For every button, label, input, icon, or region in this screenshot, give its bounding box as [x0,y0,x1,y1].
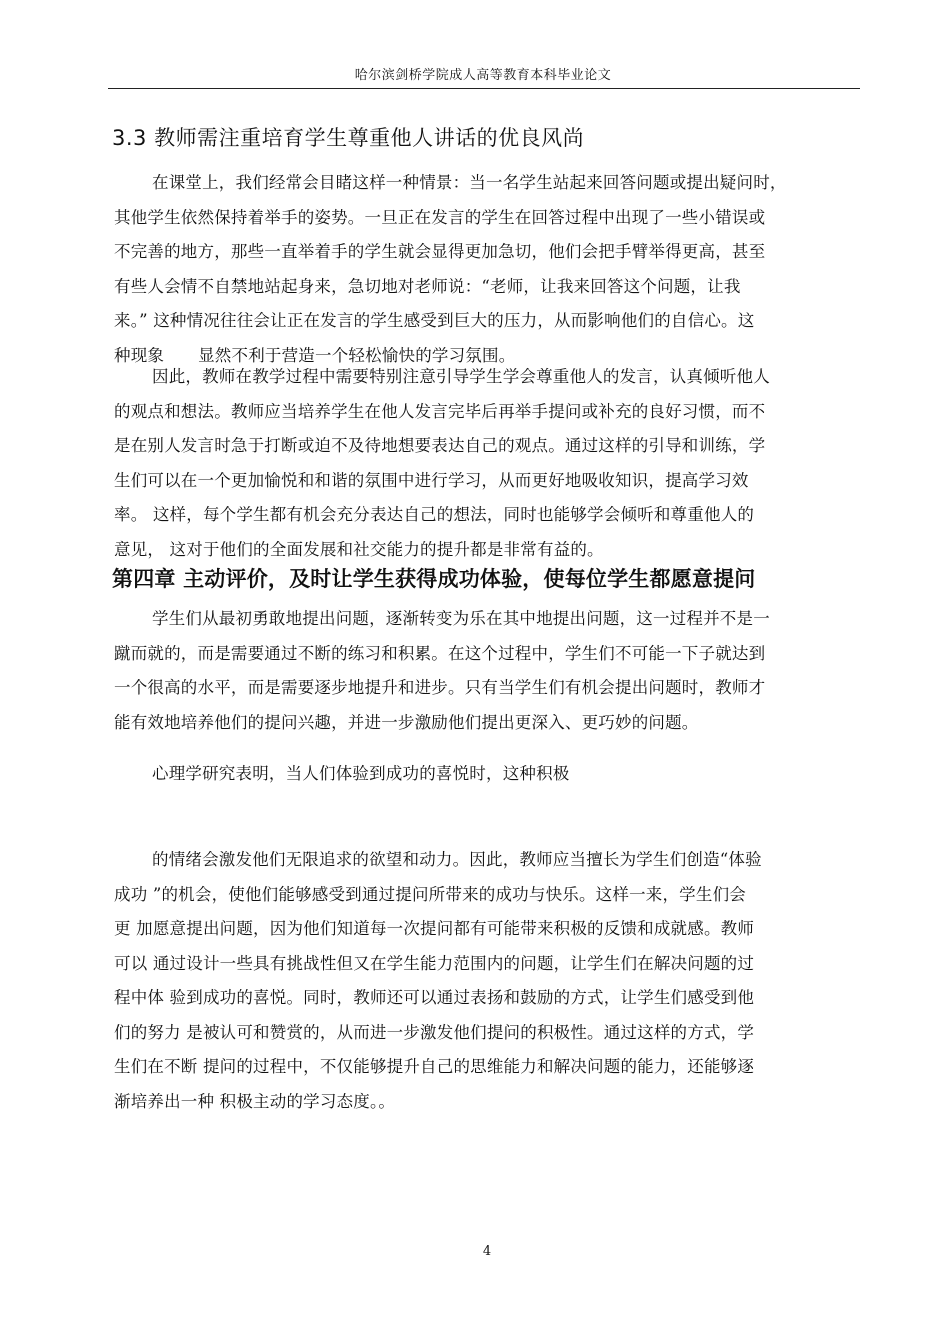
text-line: 因此，教师在教学过程中需要特别注意引导学生学会尊重他人的发言，认真倾听他人 [152,367,770,386]
paragraph-4-3 [114,843,870,1119]
text-line: 成功 ”的机会，使他们能够感受到通过提问所带来的成功与快乐。这样一来，学生们会 [114,884,746,904]
text-line: 在课堂上，我们经常会目睹这样一种情景：当一名学生站起来回答问题或提出疑问时， [152,173,787,192]
text-line: 的观点和想法。教师应当培养学生在他人发言完毕后再举手提问或补充的良好习惯，而不 [114,401,766,421]
text-line: 能有效地培养他们的提问兴趣，并进一步激励他们提出更深入、更巧妙的问题。 [114,712,699,732]
paragraph-3-3-1 [114,166,870,373]
text-line: 生们可以在一个更加愉悦和和谐的氛围中进行学习，从而更好地吸收知识，提高学习效 [114,470,749,490]
text-line: 可以 通过设计一些具有挑战性但又在学生能力范围内的问题，让学生们在解决问题的过 [114,953,755,973]
paragraph-4-1 [114,602,870,740]
text-line: 一个很高的水平，而是需要逐步地提升和进步。只有当学生们有机会提出问题时，教师才 [114,678,766,697]
text-line: 们的努力 是被认可和赞赏的，从而进一步激发他们提问的积极性。通过这样的方式，学 [114,1022,755,1042]
text-line: 不完善的地方，那些一直举着手的学生就会显得更加急切，他们会把手臂举得更高，甚至 [114,242,766,261]
text-line: 心理学研究表明，当人们体验到成功的喜悦时，这种积极 [152,764,570,783]
text-line: 渐培养出一种 积极主动的学习态度。。 [114,1091,396,1111]
text-line: 蹴而就的，而是需要通过不断的练习和积累。在这个过程中，学生们不可能一下子就达到 [114,643,766,663]
text-line: 其他学生依然保持着举手的姿势。一旦正在发言的学生在回答过程中出现了一些小错误或 [114,207,766,227]
text-line: 来。” 这种情况往往会让正在发言的学生感受到巨大的压力，从而影响他们的自信心。这 [114,311,755,330]
text-line: 程中体 验到成功的喜悦。同时，教师还可以通过表扬和鼓励的方式，让学生们感受到他 [114,988,755,1007]
text-line: 是在别人发言时急于打断或迫不及待地想要表达自己的观点。通过这样的引导和训练，学 [114,436,766,455]
text-line: 意见， 这对于他们的全面发展和社交能力的提升都是非常有益的。 [114,539,604,559]
paragraph-4-2 [114,757,870,792]
paragraph-3-3-2 [114,360,870,567]
text-line: 学生们从最初勇敢地提出问题，逐渐转变为乐在其中地提出问题，这一过程并不是一 [152,609,770,628]
page-number: 4 [482,1244,492,1259]
text-line: 更 加愿意提出问题，因为他们知道每一次提问都有可能带来积极的反馈和成就感。教师 [114,919,755,938]
header-rule [108,88,860,89]
section-heading-3-3: 3.3 教师需注重培育学生尊重他人讲话的优良风尚 [112,126,585,150]
text-line: 的情绪会激发他们无限追求的欲望和动力。因此，教师应当擅长为学生们创造“体验 [152,850,762,869]
running-header: 哈尔滨剑桥学院成人高等教育本科毕业论文 [354,68,612,83]
text-fragment: 种现象 [114,345,165,365]
chapter-heading-4: 第四章 主动评价，及时让学生获得成功体验，使每位学生都愿意提问 [112,567,756,591]
text-fragment: 显然不利于营造一个轻松愉快的学习氛围。 [198,345,516,365]
text-line: 生们在不断 提问的过程中，不仅能够提升自己的思维能力和解决问题的能力，还能够逐 [114,1057,755,1076]
text-line: 率。 这样，每个学生都有机会充分表达自己的想法，同时也能够学会倾听和尊重他人的 [114,505,755,524]
text-line: 有些人会情不自禁地站起身来，急切地对老师说：“老师，让我来回答这个问题，让我 [114,276,741,296]
